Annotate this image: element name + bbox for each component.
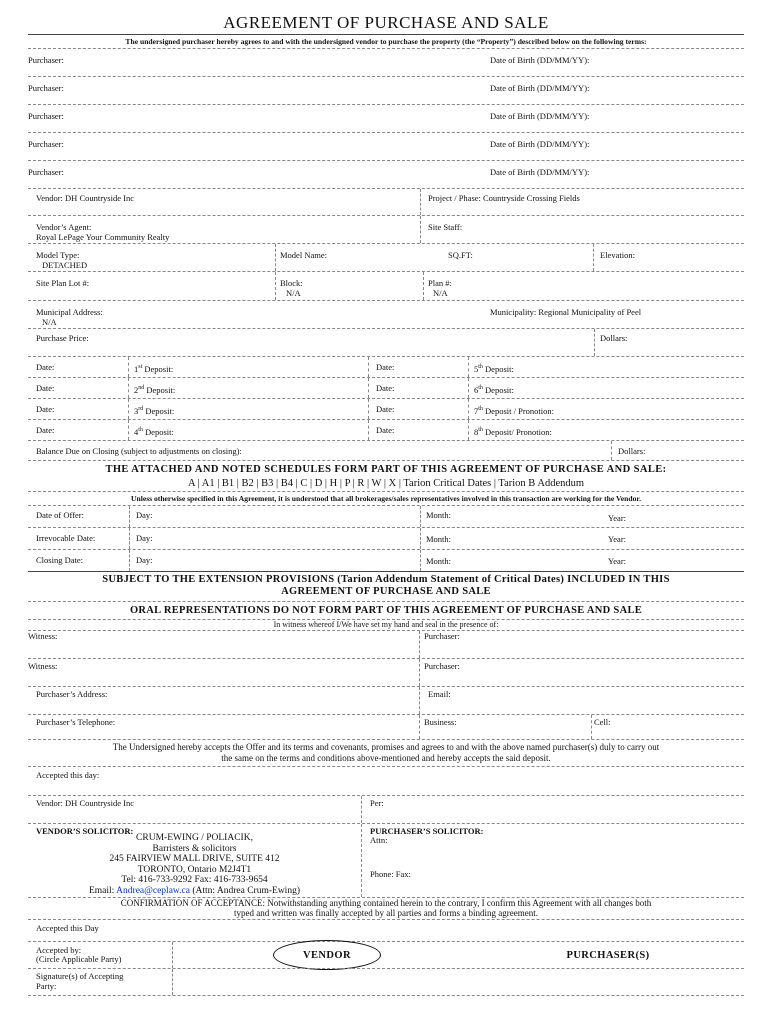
witness-line: In witness whereof I/We have set my hand and seal in the presence of: <box>273 620 499 629</box>
witness-1-label: Witness: <box>28 631 58 641</box>
acceptance-line-2: the same on the terms and conditions above-mentioned and hereby accepts the said deposit. <box>221 753 551 763</box>
purchasers-solicitor-label: PURCHASER’S SOLICITOR: <box>370 826 484 836</box>
solicitor-line-5: Tel: 416-733-9292 Fax: 416-733-9654 <box>121 875 268 885</box>
sqft-label: SQ.FT: <box>448 250 473 260</box>
per-label: Per: <box>370 798 384 808</box>
deposit-1-label: 1st Deposit: <box>134 363 174 374</box>
business-label: Business: <box>424 717 457 727</box>
dob-5-label: Date of Birth (DD/MM/YY): <box>490 167 590 177</box>
dollars-label: Dollars: <box>600 333 628 343</box>
confirmation-line-2: typed and written was finally accepted by all parties and forms a binding agreement. <box>234 908 538 918</box>
extension-heading-2: AGREEMENT OF PURCHASE AND SALE <box>281 586 491 597</box>
solicitor-email-prefix: Email: <box>88 885 115 896</box>
extension-heading-1: SUBJECT TO THE EXTENSION PROVISIONS (Tarion Addendum Statement of Critical Dates) INCLUDED IN THIS <box>102 574 670 585</box>
vendor-sign-label: Vendor: DH Countryside Inc <box>36 798 134 808</box>
brokerage-note: Unless otherwise specified in this Agreement, it is understood that all brokerages/sales representatives involved in this transaction are working for the Vendor. <box>131 494 641 503</box>
solicitor-line-3: 245 FAIRVIEW MALL DRIVE, SUITE 412 <box>109 854 280 864</box>
accepted-by-label: Accepted by: <box>36 945 82 955</box>
confirmation-line-1: CONFIRMATION OF ACCEPTANCE: Notwithstanding anything contained herein to the contrary, I confirm this Agreement with all changes both <box>120 898 652 908</box>
solicitor-line-1: CRUM-EWING / POLIACIK, <box>136 833 253 843</box>
agent-label: Vendor’s Agent: <box>36 222 92 232</box>
block-value: N/A <box>286 288 301 298</box>
vendor-label: Vendor: DH Countryside Inc <box>36 193 134 203</box>
purchaser-sign-2-label: Purchaser: <box>424 661 460 671</box>
deposit-6-label: 6th Deposit: <box>474 384 514 395</box>
plan-label: Plan #: <box>428 278 452 288</box>
deposit-3-label: 3rd Deposit: <box>134 405 175 416</box>
signature-label-2: Party: <box>36 981 57 991</box>
purchaser-3-label: Purchaser: <box>28 111 64 121</box>
email-label: Email: <box>428 689 451 699</box>
block-label: Block: <box>280 278 303 288</box>
solicitor-block <box>28 833 361 896</box>
deposit-5-date-label: Date: <box>376 362 395 372</box>
closing-date-label: Closing Date: <box>36 555 83 565</box>
deposit-2-date-label: Date: <box>36 383 55 393</box>
acceptance-line-1: The Undersigned hereby accepts the Offer and its terms and covenants, promises and agrees to and with the above named purchaser(s) duly to carry out <box>112 742 660 752</box>
purchaser-4-label: Purchaser: <box>28 139 64 149</box>
purchaser-1-label: Purchaser: <box>28 55 64 65</box>
schedules-heading: THE ATTACHED AND NOTED SCHEDULES FORM PART OF THIS AGREEMENT OF PURCHASE AND SALE: <box>105 464 667 475</box>
solicitor-email-suffix: (Attn: Andrea Crum-Ewing) <box>192 885 300 896</box>
irrevocable-date-label: Irrevocable Date: <box>36 533 96 543</box>
plan-value: N/A <box>433 288 448 298</box>
page-title: AGREEMENT OF PURCHASE AND SALE <box>223 13 549 32</box>
solicitor-email-line <box>28 886 361 897</box>
purchaser-choice[interactable]: PURCHASER(S) <box>566 950 650 961</box>
dob-4-label: Date of Birth (DD/MM/YY): <box>490 139 590 149</box>
deposit-4-date-label: Date: <box>36 425 55 435</box>
phone-fax-label: Phone: Fax: <box>370 869 411 879</box>
municipal-address-value: N/A <box>42 317 57 327</box>
irrevocable-month-label: Month: <box>426 534 452 544</box>
purchaser-2-label: Purchaser: <box>28 83 64 93</box>
cell-label: Cell: <box>594 717 611 727</box>
model-type-label: Model Type: <box>36 250 80 260</box>
offer-year-label: Year: <box>608 513 627 523</box>
dob-2-label: Date of Birth (DD/MM/YY): <box>490 83 590 93</box>
closing-year-label: Year: <box>608 556 627 566</box>
model-name-label: Model Name: <box>280 250 327 260</box>
deposit-5-label: 5th Deposit: <box>474 363 514 374</box>
solicitor-line-4: TORONTO, Ontario M2J4T1 <box>137 864 252 875</box>
balance-due-label: Balance Due on Closing (subject to adjustments on closing): <box>36 446 242 456</box>
deposit-7-date-label: Date: <box>376 404 395 414</box>
solicitor-email-link[interactable]: Andrea@ceplaw.ca <box>116 885 190 896</box>
vendors-solicitor-label: VENDOR’S SOLICITOR: <box>36 826 134 836</box>
purchaser-telephone-label: Purchaser’s Telephone: <box>36 717 116 727</box>
intro-text: The undersigned purchaser hereby agrees to and with the undersigned vendor to purchase the property (the “Property”) described below on the following terms: <box>125 37 647 46</box>
deposit-3-date-label: Date: <box>36 404 55 414</box>
deposit-2-label: 2nd Deposit: <box>134 384 176 395</box>
schedules-list: A | A1 | B1 | B2 | B3 | B4 | C | D | H | P | R | W | X | Tarion Critical Dates | Tarion B Addendum <box>187 478 585 489</box>
site-staff-label: Site Staff: <box>428 222 463 232</box>
municipal-address-label: Municipal Address: <box>36 307 103 317</box>
offer-day-label: Day: <box>136 510 153 520</box>
dob-1-label: Date of Birth (DD/MM/YY): <box>490 55 590 65</box>
attn-label: Attn: <box>370 835 388 845</box>
purchaser-address-label: Purchaser’s Address: <box>36 689 108 699</box>
accepted-this-day-label: Accepted this day: <box>36 770 100 780</box>
deposit-1-date-label: Date: <box>36 362 55 372</box>
purchaser-5-label: Purchaser: <box>28 167 64 177</box>
closing-day-label: Day: <box>136 555 153 565</box>
balance-dollars-label: Dollars: <box>618 446 646 456</box>
deposit-6-date-label: Date: <box>376 383 395 393</box>
deposit-8-label: 8th Deposit/ Pronotion: <box>474 426 552 437</box>
purchaser-sign-1-label: Purchaser: <box>424 631 460 641</box>
deposit-8-date-label: Date: <box>376 425 395 435</box>
agreement-form <box>28 12 744 996</box>
solicitor-line-2: Barristers & solicitors <box>152 843 237 854</box>
closing-month-label: Month: <box>426 556 452 566</box>
project-label: Project / Phase: Countryside Crossing Fields <box>428 193 580 203</box>
dob-3-label: Date of Birth (DD/MM/YY): <box>490 111 590 121</box>
municipality-label: Municipality: Regional Municipality of Peel <box>490 307 642 317</box>
deposit-7-label: 7th Deposit / Pronotion: <box>474 405 554 416</box>
signature-label-1: Signature(s) of Accepting <box>36 971 124 981</box>
irrevocable-day-label: Day: <box>136 533 153 543</box>
purchase-price-label: Purchase Price: <box>36 333 89 343</box>
circle-party-label: (Circle Applicable Party) <box>36 954 122 964</box>
agent-value: Royal LePage Your Community Realty <box>36 232 170 242</box>
vendor-choice[interactable]: VENDOR <box>303 950 351 961</box>
elevation-label: Elevation: <box>600 250 635 260</box>
deposit-4-label: 4th Deposit: <box>134 426 174 437</box>
site-plan-lot-label: Site Plan Lot #: <box>36 278 90 288</box>
offer-month-label: Month: <box>426 510 452 520</box>
witness-2-label: Witness: <box>28 661 58 671</box>
irrevocable-year-label: Year: <box>608 534 627 544</box>
model-type-value: DETACHED <box>42 260 88 270</box>
date-of-offer-label: Date of Offer: <box>36 510 84 520</box>
oral-heading: ORAL REPRESENTATIONS DO NOT FORM PART OF THIS AGREEMENT OF PURCHASE AND SALE <box>129 605 643 616</box>
accepted-this-day-2-label: Accepted this Day <box>36 923 99 933</box>
